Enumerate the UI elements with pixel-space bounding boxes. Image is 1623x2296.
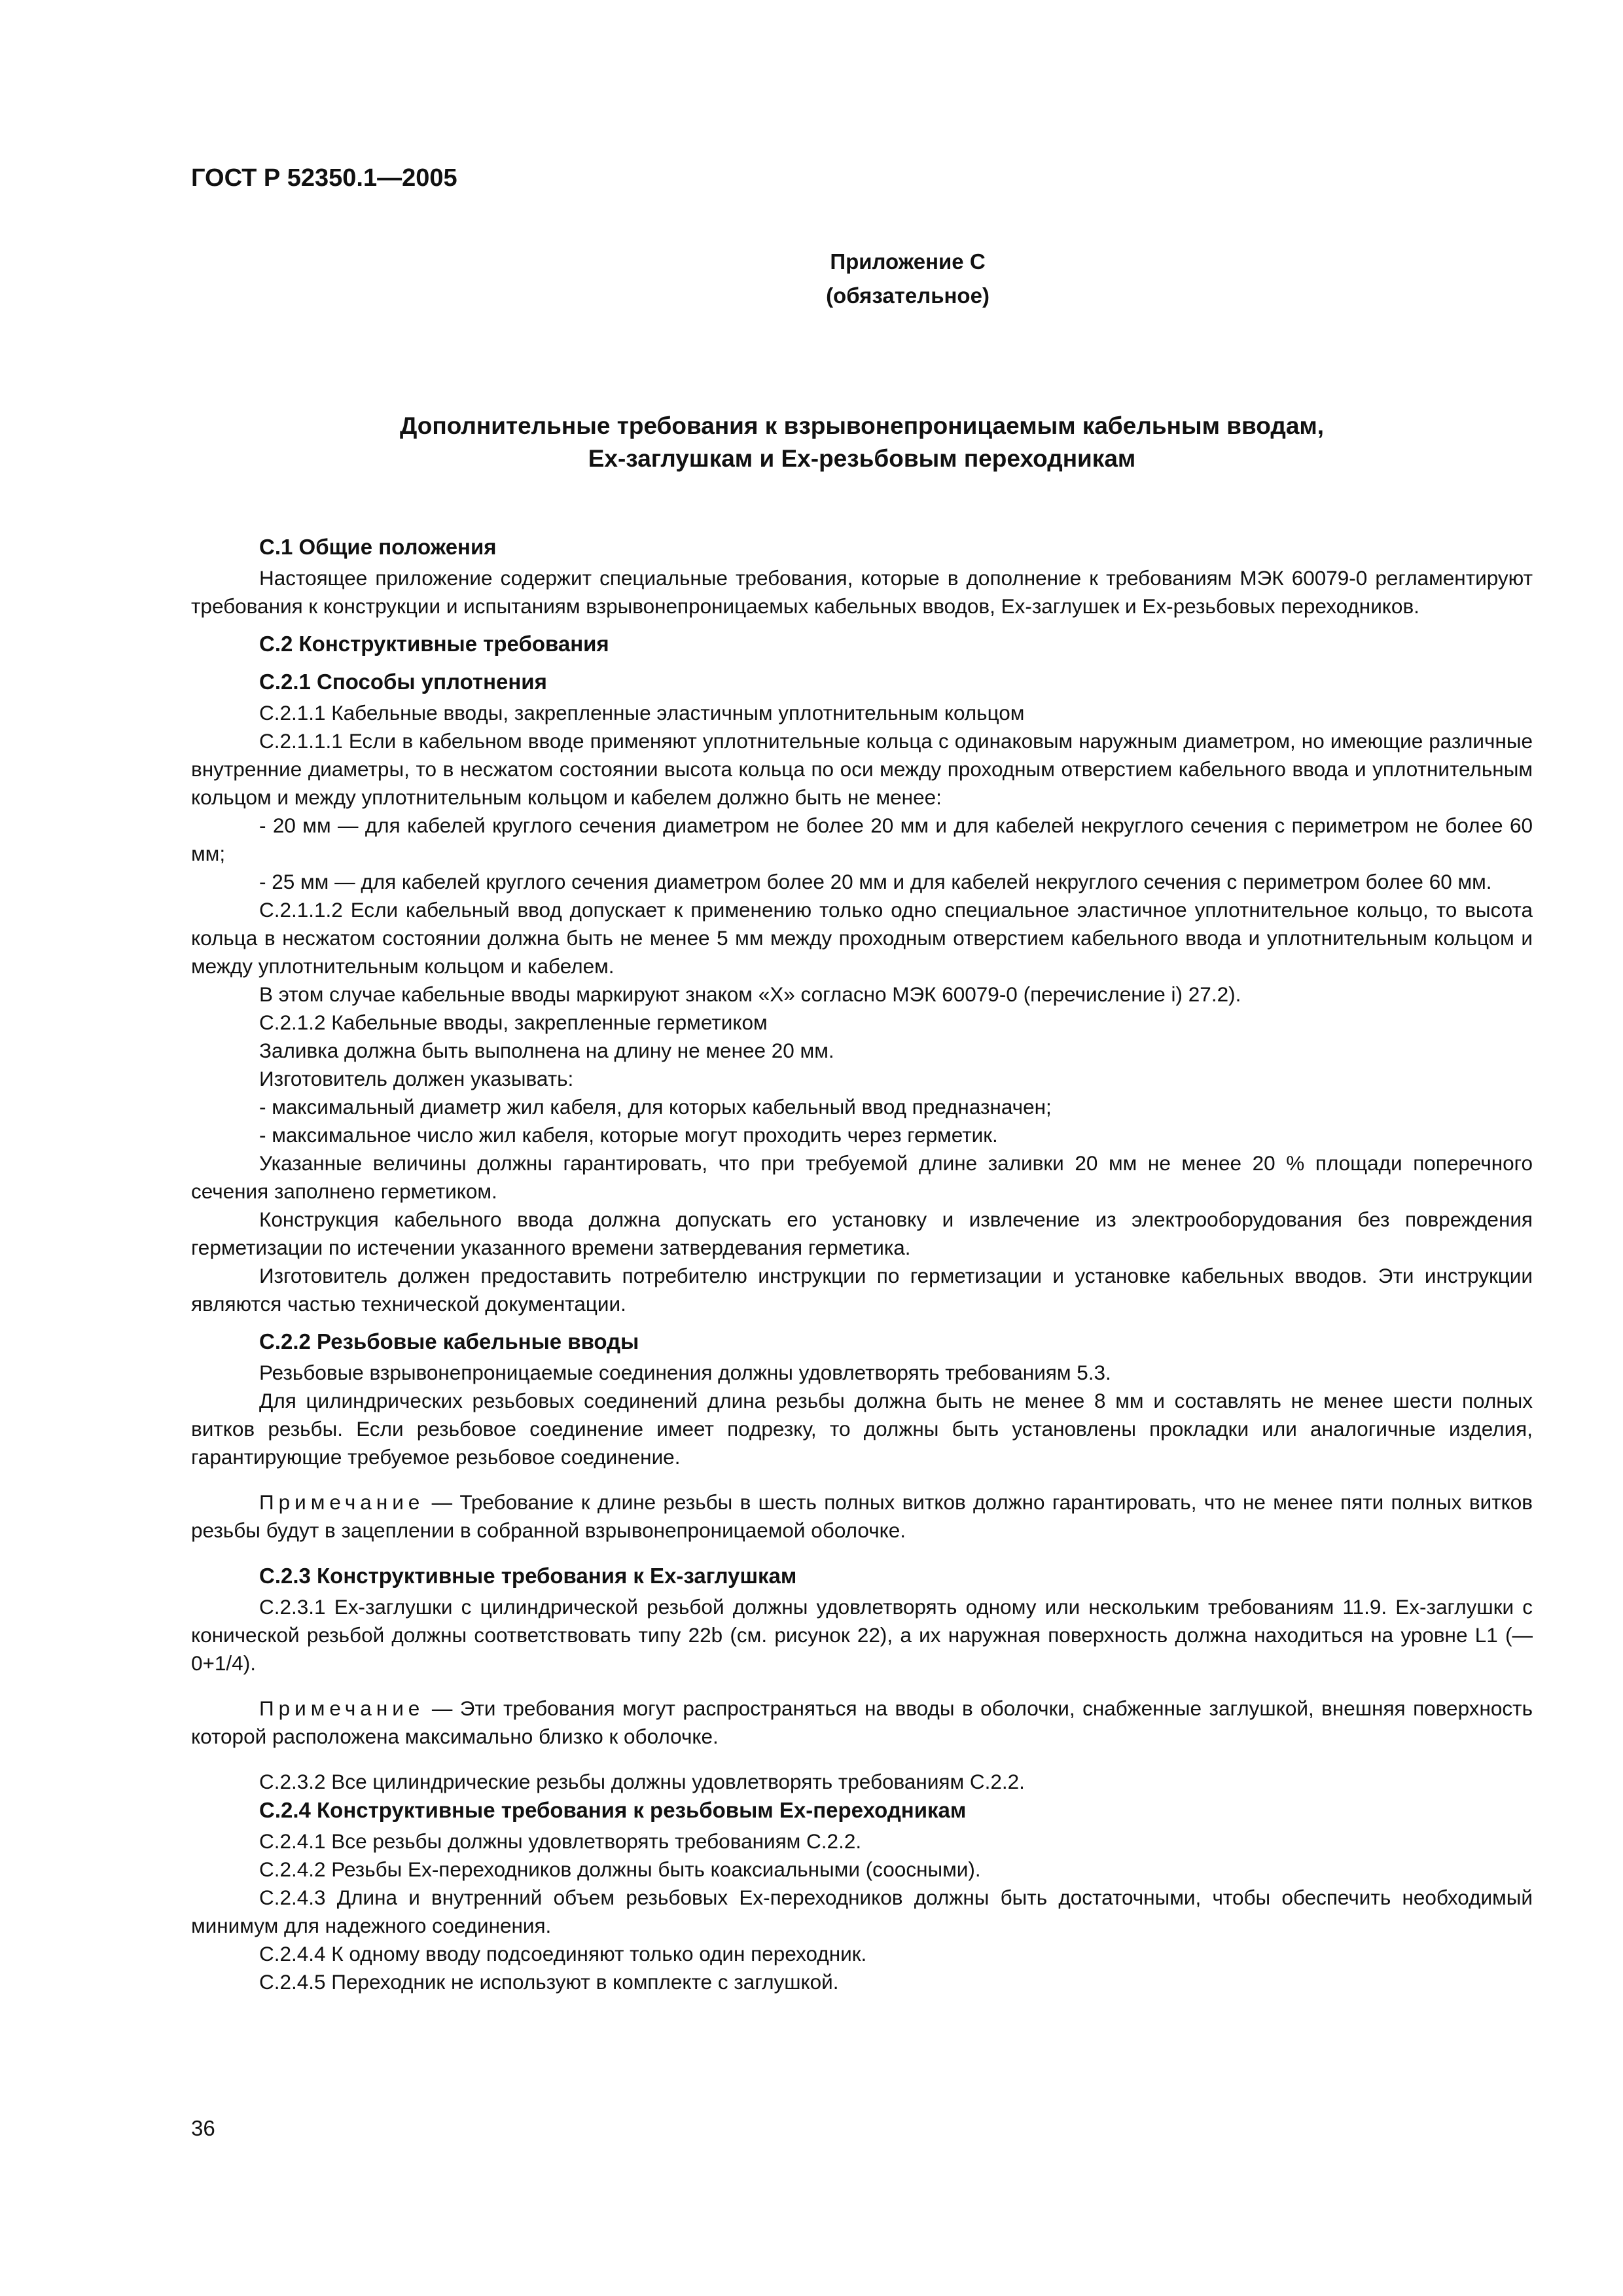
paragraph: С.2.4.1 Все резьбы должны удовлетворять требованиям С.2.2. — [259, 1829, 862, 1853]
page-number: 36 — [191, 2116, 215, 2140]
annex-title — [191, 410, 1533, 475]
annex-label-block — [191, 245, 1533, 313]
paragraph: С.2.3.1 Ex-заглушки с цилиндрической резьбой должны удовлетворять одному или нескольким требованиям 11.9. Ex-заглушки с конической резьбой должны соответствовать типу 22b (см. рисунок 22), а их наружная поверхность должна находиться на уровне L1 (—0+1/4). — [191, 1595, 1533, 1675]
note-text: — Эти требования могут распространяться на вводы в оболочки, снабженные заглушкой, внешняя поверхность которой расположена максимально близко к оболочке. — [191, 1696, 1533, 1748]
paragraph: С.2.3.2 Все цилиндрические резьбы должны удовлетворять требованиям С.2.2. — [259, 1770, 1025, 1793]
section-heading-c1: С.1 Общие положения — [259, 535, 497, 559]
list-item: - 25 мм — для кабелей круглого сечения диаметром более 20 мм и для кабелей некруглого сечения с периметром более 60 мм. — [259, 870, 1492, 893]
section-heading-c21: С.2.1 Способы уплотнения — [259, 670, 547, 694]
note-text: — Требование к длине резьбы в шесть полных витков должно гарантировать, что не менее пяти полных витков резьбы будут в зацеплении в собранной взрывонепроницаемой оболочке. — [191, 1490, 1533, 1542]
annex-status: (обязательное) — [826, 283, 990, 308]
paragraph: С.2.1.1.1 Если в кабельном вводе применяют уплотнительные кольца с одинаковым наружным диаметром, но имеющие различные внутренние диаметры, то в несжатом состоянии высота кольца по оси между проходным отверстием кабельного ввода и уплотнительным кольцом и между уплотнительным кольцом и кабелем должно быть не менее: — [191, 729, 1533, 809]
list-item: - максимальное число жил кабеля, которые могут проходить через герметик. — [259, 1123, 998, 1147]
paragraph: С.2.4.5 Переходник не используют в комплекте с заглушкой. — [259, 1970, 839, 1994]
section-heading-c23: С.2.3 Конструктивные требования к Ex-заглушкам — [259, 1564, 797, 1588]
note-label: Примечание — [259, 1696, 425, 1720]
section-heading-c22: С.2.2 Резьбовые кабельные вводы — [259, 1329, 639, 1354]
paragraph: С.2.4.4 К одному вводу подсоединяют только один переходник. — [259, 1942, 867, 1965]
paragraph: В этом случае кабельные вводы маркируют знаком «X» согласно МЭК 60079-0 (перечисление i) 27.2). — [259, 982, 1241, 1006]
note-label: Примечание — [259, 1490, 425, 1514]
document-page — [191, 164, 1533, 1996]
note — [191, 1695, 1533, 1751]
annex-label: Приложение С — [830, 249, 986, 274]
section-heading-c2: С.2 Конструктивные требования — [259, 632, 609, 656]
paragraph: С.2.4.3 Длина и внутренний объем резьбовых Ex-переходников должны быть достаточными, чтобы обеспечить необходимый минимум для надежного соединения. — [191, 1886, 1533, 1937]
paragraph: С.2.1.2 Кабельные вводы, закрепленные герметиком — [259, 1011, 768, 1034]
annex-title-line-2: Ex-заглушкам и Ex-резьбовым переходникам — [588, 445, 1136, 472]
paragraph: Изготовитель должен указывать: — [259, 1067, 574, 1090]
paragraph: Настоящее приложение содержит специальные требования, которые в дополнение к требованиям МЭК 60079-0 регламентируют требования к конструкции и испытаниям взрывонепроницаемых кабельных вводов, Ex-заглушек и Ex-резьбовых переходников. — [191, 566, 1533, 618]
paragraph: Конструкция кабельного ввода должна допускать его установку и извлечение из электрооборудования без повреждения герметизации по истечении указанного времени затвердевания герметика. — [191, 1208, 1533, 1259]
paragraph: С.2.1.1 Кабельные вводы, закрепленные эластичным уплотнительным кольцом — [259, 701, 1025, 725]
paragraph: С.2.1.1.2 Если кабельный ввод допускает к применению только одно специальное эластичное уплотнительное кольцо, то высота кольца в несжатом состоянии должна быть не менее 5 мм между проходным отверстием кабельного ввода и уплотнительным кольцом и между уплотнительным кольцом и кабелем. — [191, 898, 1533, 978]
paragraph: Для цилиндрических резьбовых соединений длина резьбы должна быть не менее 8 мм и составлять не менее шести полных витков резьбы. Если резьбовое соединение имеет подрезку, то должны быть установлены прокладки или аналогичные изделия, гарантирующие требуемое резьбовое соединение. — [191, 1389, 1533, 1469]
paragraph: Указанные величины должны гарантировать, что при требуемой длине заливки 20 мм не менее 20 % площади поперечного сечения заполнено герметиком. — [191, 1151, 1533, 1203]
list-item: - 20 мм — для кабелей круглого сечения диаметром не более 20 мм и для кабелей некруглого сечения с периметром не более 60 мм; — [191, 814, 1533, 865]
note — [191, 1488, 1533, 1545]
section-heading-c24: С.2.4 Конструктивные требования к резьбовым Ex-переходникам — [259, 1798, 967, 1822]
document-code: ГОСТ Р 52350.1—2005 — [191, 164, 457, 192]
paragraph: Резьбовые взрывонепроницаемые соединения должны удовлетворять требованиям 5.3. — [259, 1361, 1111, 1384]
paragraph: Изготовитель должен предоставить потребителю инструкции по герметизации и установке кабельных вводов. Эти инструкции являются частью технической документации. — [191, 1264, 1533, 1316]
paragraph: Заливка должна быть выполнена на длину не менее 20 мм. — [259, 1039, 834, 1062]
annex-title-line-1: Дополнительные требования к взрывонепроницаемым кабельным вводам, — [399, 412, 1325, 439]
paragraph: С.2.4.2 Резьбы Ex-переходников должны быть коаксиальными (соосными). — [259, 1857, 981, 1881]
list-item: - максимальный диаметр жил кабеля, для которых кабельный ввод предназначен; — [259, 1095, 1052, 1119]
